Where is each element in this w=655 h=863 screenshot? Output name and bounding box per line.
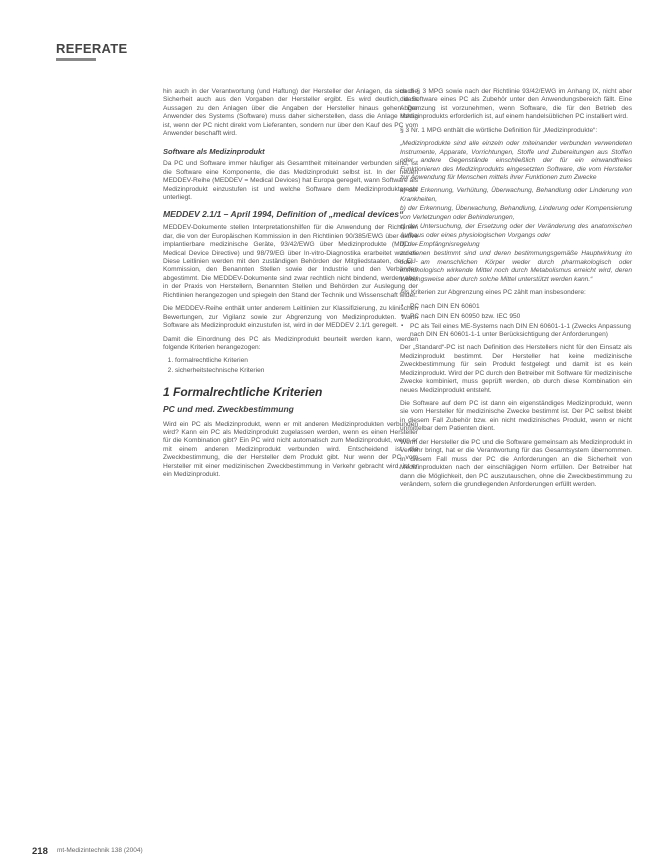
quote-paragraph: zu dienen bestimmt sind und deren bestimmungsgemäße Hauptwirkung im oder am menschlichen Körper weder durch pharmakologisch oder immunologisch wirkende Mittel noch durch Metabolismus erreicht wird, deren Wirkungsweise aber durch solche Mittel unterstützt werden kann.“	[400, 250, 632, 283]
section-title: 1 Formalrechtliche Kriterien	[163, 385, 323, 400]
quote-item: d) der Empfängnisregelung	[400, 241, 480, 248]
quote-item: c) der Untersuchung, der Ersetzung oder der Veränderung des anatomischen Aufbaus oder eines physiologischen Vorgangs oder	[400, 223, 632, 239]
journal-citation: mt-Medizintechnik 138 (2004)	[57, 847, 143, 854]
criteria-list	[163, 357, 418, 375]
subhead-meddev: MEDDEV 2.1/1 – April 1994, Definition of „medical devices“	[163, 209, 404, 220]
paragraph: nach § 3 MPG sowie nach der Richtlinie 93/42/EWG im Anhang IX, nicht aber die Software eines PC als Zubehör unter den Anwendungsbereich fällt. Eine Abgrenzung ist vorzunehmen, wenn Software, die für den Betrieb des Medizinprodukts erforderlich ist, auf einem handelsüblichen PC installiert wird.	[400, 88, 632, 121]
paragraph: Die MEDDEV-Reihe enthält unter anderem Leitlinien zur Klassifizierung, zu klinischen Bewertungen, zur Vigilanz sowie zur Abgrenzung von Medizinprodukten. Wann Software als Medizinprodukt einzustufen ist, wird in der MEDDEV 2.1/1 geregelt.	[163, 305, 418, 330]
paragraph: Da PC und Software immer häufiger als Gesamtheit miteinander verbunden sind, ist die Software eine Komponente, die das Medizinprodukt selbst ist. In der neuen MEDDEV-Reihe (MEDDEV = Medical Devices) hat Europa geregelt, wann Software als Medizinprodukt einzustufen ist und welche Software dem Medizinprodukterecht unterliegt.	[163, 160, 418, 201]
list-item: ▪ PC nach DIN EN 60601	[410, 303, 632, 311]
intro-paragraph: hin auch in der Verantwortung (und Haftung) der Hersteller der Anlagen, da sich die Sicherheit auch aus den Vorgaben der Hersteller ergibt. Es wird deutlich, dass Aussagen zu den Anlagen über die Angaben der Hersteller hinaus gehen. Der Anwender des Systems (Software) muss daher sicherstellen, dass die Anlage richtig ist, wenn der PC nicht direkt vom Lieferanten, sondern nur über den Kauf des PC vom Anwender beschafft wird.	[163, 88, 418, 138]
paragraph: Die Software auf dem PC ist dann ein eigenständiges Medizinprodukt, wenn sie vom Hersteller für medizinische Zwecke bestimmt ist. Der PC selbst bleibt in diesem Fall Zubehör bzw. ein nicht medizinisches Produkt, wenn er nicht unmittelbar dem Patienten dient.	[400, 400, 632, 433]
paragraph: Damit die Einordnung des PC als Medizinprodukt beurteilt werden kann, werden folgende Kriterien herangezogen:	[163, 335, 418, 351]
page-number: 218	[32, 846, 48, 857]
paragraph: Wird ein PC als Medizinprodukt, wenn er mit anderen Medizinprodukten verbunden wird? Kann ein PC als Medizinprodukt zugelassen werden, wenn es einen Hersteller für die Kombination gibt? Ein PC wird nicht automatisch zum Medizinprodukt, wenn er mit einem anderen Medizinprodukt verbunden wird. Entscheidend ist die Zweckbestimmung, die der Hersteller dem Produkt gibt. Nur wenn der PC vom Hersteller mit einer medizinischen Zweckbestimmung in Verkehr gebracht wird, ist er ein Medizinprodukt.	[163, 420, 418, 479]
paragraph: § 3 Nr. 1 MPG enthält die wörtliche Definition für „Medizinprodukte“:	[400, 126, 598, 134]
list-item: ▪ PC als Teil eines ME-Systems nach DIN EN 60601-1-1 (Zwecks Anpassung nach DIN EN 60601-1-1 unter Berücksichtigung der Anforderungen)	[410, 323, 632, 340]
paragraph: Der „Standard“-PC ist nach Definition des Herstellers nicht für den Einsatz als Medizinprodukt bestimmt. Der Hersteller hat keine medizinische Zweckbestimmung für sein Produkt festgelegt und damit ist es kein Medizinprodukt. Wird der PC durch den Betreiber mit Software für medizinische Zwecke kombiniert, muss geprüft werden, ob durch diese Kombination ein neues Medizinprodukt entsteht.	[400, 344, 632, 394]
paragraph: Als Kriterien zur Abgrenzung eines PC zählt man insbesondere:	[400, 289, 586, 297]
running-head-bar	[56, 58, 96, 61]
bullet-list	[400, 303, 632, 340]
left-column	[163, 88, 418, 485]
paragraph: Wenn der Hersteller die PC und die Software gemeinsam als Medizinprodukt in Verkehr bringt, hat er die Verantwortung für das Gesamtsystem übernommen. In diesem Fall muss der PC die Anforderungen an die Sicherheit von Medizinprodukten nach der einschlägigen Norm erfüllen. Der Betreiber hat dann die Möglichkeit, den PC auszutauschen, ohne die Zweckbestimmung zu verändern, sofern die grundlegenden Anforderungen erfüllt werden.	[400, 438, 632, 488]
section-subtitle: PC und med. Zweckbestimmung	[163, 403, 294, 414]
right-column	[400, 88, 632, 494]
quote-item: b) der Erkennung, Überwachung, Behandlung, Linderung oder Kompensierung von Verletzungen oder Behinderungen,	[400, 205, 632, 221]
quote-paragraph: „Medizinprodukte sind alle einzeln oder miteinander verbunden verwendeten Instrumente, Apparate, Vorrichtungen, Stoffe und Zubereitungen aus Stoffen oder andere Gegenstände einschließlich der für ein einwandfreies Funktionieren des Medizinprodukts eingesetzten Software, die vom Hersteller zur Anwendung für Menschen mittels ihrer Funktionen zum Zwecke	[400, 140, 632, 181]
list-item: 2. sicherheitstechnische Kriterien	[175, 367, 418, 375]
running-head: REFERATE	[56, 41, 128, 56]
quote-item: a) der Erkennung, Verhütung, Überwachung, Behandlung oder Linderung von Krankheiten,	[400, 187, 632, 203]
list-item: ▪ PC nach DIN EN 60950 bzw. IEC 950	[410, 313, 632, 321]
paragraph: MEDDEV-Dokumente stellen Interpretationshilfen für die Anwendung der Richtlinien dar, die von der Europäischen Kommission in den Richtlinien 90/385/EWG über aktive implantierbare medizinische Geräte, 93/42/EWG über Medizinprodukte (MDD – Medical Device Directive) und 98/79/EG über In-vitro-Diagnostika erarbeitet wurden. Diese Leitlinien werden mit den zuständigen Behörden der Mitgliedstaaten, der EU-Kommission, den Benannten Stellen sowie der Industrie und den Verbänden abgestimmt. Die MEDDEV-Dokumente sind zwar rechtlich nicht bindend, werden aber in der Praxis von Herstellern, Benannten Stellen und Behörden zur Auslegung der Richtlinien herangezogen und spiegeln den Stand der Technik und Wissenschaft wider.	[163, 224, 418, 299]
list-item: 1. formalrechtliche Kriterien	[175, 357, 418, 365]
subhead-software: Software als Medizinprodukt	[163, 146, 265, 156]
